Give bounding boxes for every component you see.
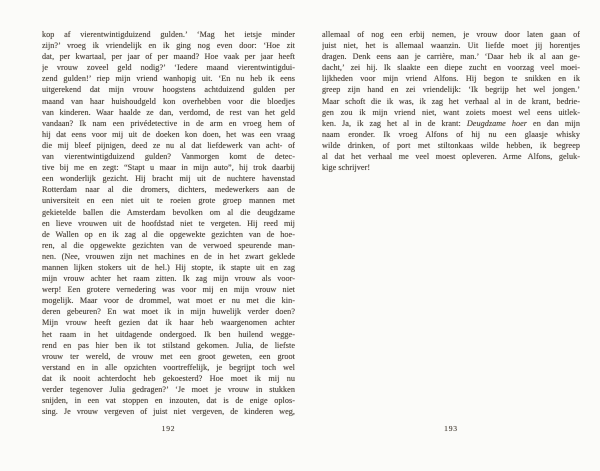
text-line: juist niet, het is allemaal waanzin. Uit liefde moet jij horentjes <box>322 41 580 51</box>
text-line: kige schrijver! <box>322 163 371 173</box>
text-line: Mijn vrouw heeft gezien dat ik haar heb waargenomen achter <box>42 318 295 328</box>
text-line: verder tegenover Julia gedragen?’ ‘Je moet je vrouw in stukken <box>42 385 295 394</box>
text-line: ken. Ja, ik zag het al in de krant: Deugdzame hoer en dan mijn <box>322 118 580 128</box>
page-right-text <box>322 29 580 173</box>
text-line: sing. Je vrouw vergeven of juist niet vergeven, de kinderen weg, <box>42 407 295 417</box>
text-line: vrouw ter wereld, de vrouw met een groot geweten, een groot <box>42 351 295 361</box>
text-line: wilde drinken, of port met stiltonkaas wilde hebben, ik begreep <box>322 140 580 150</box>
text-line: universiteit en een niet uit te roeien grote groep mannen met <box>42 196 295 206</box>
text-line: het raam in het uitdagende ondergoed. Ik ben huilend wegge- <box>42 329 295 339</box>
text-line: gen zou ik mijn vriend niet, want zoiets moest wel eens uitlek- <box>322 107 580 117</box>
text-line: die mij bleef pijnigen, deed ze nu al dat liefdewerk van acht- of <box>42 140 295 150</box>
text-line: gekietelde ballen die Amsterdam bevolken om al die deugdzame <box>42 207 295 217</box>
text-line: al dat het verhaal me veel moest opleveren. Arme Alfons, geluk- <box>322 152 580 162</box>
text-line: greep zijn hand en zei vriendelijk: ‘Ik begrijp het wel jongen.’ <box>322 85 580 95</box>
text-line: zijn?’ vroeg ik vriendelijk en ik ging nog even door: ‘Hoe zit <box>42 41 295 51</box>
text-line: dacht,’ zei hij. Ik slaakte een diepe zucht en voorzag veel moei- <box>322 63 580 73</box>
text-line: mannen lijken stokers uit de hel.) Hij stopte, ik stapte uit en zag <box>42 262 295 272</box>
page-left-text <box>42 29 295 417</box>
text-line: werp! Een grotere vernedering was voor mij en mijn vrouw niet <box>42 285 295 295</box>
text-line: uitgerekend dat mijn vrouw hoogstens achtduizend gulden per <box>42 85 295 95</box>
page-right-number: 193 <box>444 424 458 433</box>
text-line: mogelijk. Maar voor de drommel, wat moet er nu met die kin- <box>42 296 295 306</box>
text-line: en lieve vrouwen uit de hoofdstad niet te vergeten. Hij reed mij <box>42 218 295 228</box>
text-line: zend gulden!’ riep mijn vriend wanhopig uit. ‘En nu heb ik eens <box>42 74 295 84</box>
text-line: deren gebeuren? En wat moet ik in mijn huwelijk verder doen? <box>42 307 295 317</box>
text-line: verstand en in alle opzichten voortreffelijk, je begrijpt toch wel <box>42 362 295 372</box>
text-line: allemaal of nog een erbij nemen, je vrouw door laten gaan of <box>322 30 580 39</box>
text-line: een wonderlijk gezicht. Hij bracht mij uit de nuchtere havenstad <box>42 174 295 184</box>
text-line: Rotterdam naar al die dromers, dichters, medewerkers aan de <box>42 185 295 195</box>
text-line: dat ik nooit achterdocht heb gekoesterd? Hoe moet ik mij nu <box>42 373 295 383</box>
text-line: hij dat eens voor mij uit de doeken kon doen, het was een vraag <box>42 129 295 139</box>
text-line: nen. (Nee, vrouwen zijn net machines en de in het zwart geklede <box>42 251 295 261</box>
text-line: maand van haar huishoudgeld kon overhebben voor die bloedjes <box>42 96 295 106</box>
text-line: kop af vierentwintigduizend gulden.’ ‘Mag het ietsje minder <box>42 30 295 39</box>
text-line: tive bij me en zegt: “Stapt u maar in mijn auto”, hij trok daarbij <box>42 163 295 173</box>
text-line: ren, al die opgewekte gezichten van de verwoed speurende man- <box>42 240 295 250</box>
text-line: van vierentwintigduizend gulden? Vanmorgen komt de detec- <box>42 152 295 162</box>
text-line: je vrouw zoveel geld nodig?’ ‘Iedere maand vierentwintigdui- <box>42 63 295 73</box>
text-line: Maar schoft die ik was, ik zag het verhaal al in de krant, bedrie- <box>322 96 580 106</box>
text-line: rend en pas hier ben ik tot stilstand gekomen. Julia, de liefste <box>42 340 295 350</box>
text-line: naam eronder. Ik vroeg Alfons of hij nu een glaasje whisky <box>322 129 580 139</box>
text-line: dragen. Denk eens aan je carrière, man.’ ‘Daar heb ik al aan ge- <box>322 52 580 62</box>
text-line: de Wallen op en ik zag al die opgewekte gezichten van de hoe- <box>42 229 295 239</box>
text-line: mijn vrouw achter het raam zitten. Ik zag mijn vrouw als voor- <box>42 274 295 284</box>
text-line: lijkheden voor mijn vriend Alfons. Hij begon te snikken en ik <box>322 74 580 84</box>
text-line: snijden, in een vat stoppen en inzouten, dat is de enige oplos- <box>42 396 295 406</box>
page-left-number: 192 <box>161 424 176 433</box>
text-line: van kinderen. Waar haalde ze dan, verdomd, de rest van het geld <box>42 107 295 117</box>
text-line: dat, per kwartaal, per jaar of per maand? Hoe vaak per jaar heeft <box>42 52 295 62</box>
text-line: vandaan? Ik nam een privédetective in de arm en vroeg hem of <box>42 118 295 128</box>
